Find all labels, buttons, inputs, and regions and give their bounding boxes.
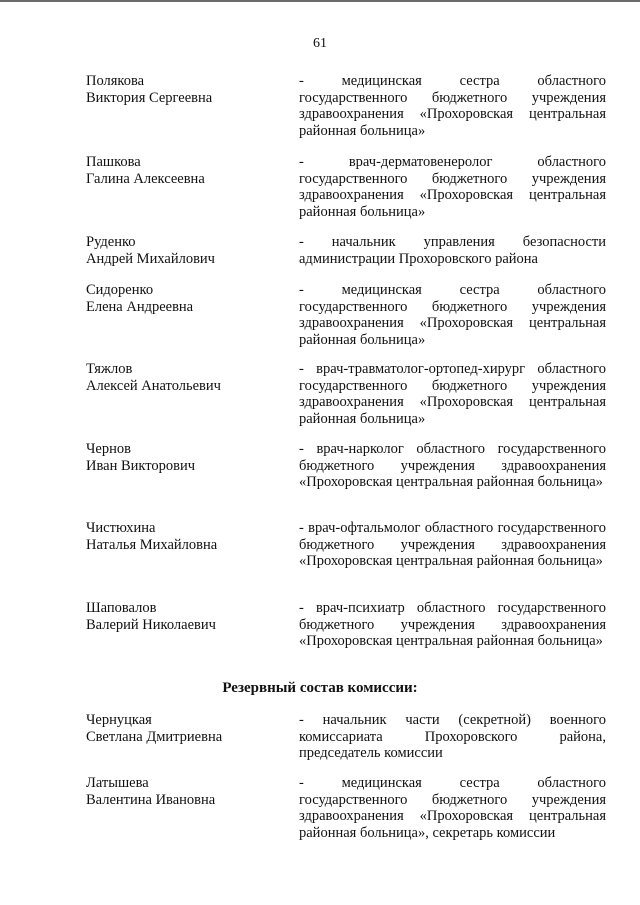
member-surname: Сидоренко <box>86 282 154 298</box>
member-role: - врач-офтальмолог областного государственного бюджетного учреждения здравоохранения «Прохоровская центральная районная больница» <box>299 520 606 569</box>
reserve-section-title: Резервный состав комиссии: <box>222 680 418 696</box>
member-name <box>86 361 286 394</box>
member-surname: Чистюхина <box>86 520 156 536</box>
page-number: 61 <box>313 36 327 51</box>
member-given-names: Алексей Анатольевич <box>86 377 221 394</box>
member-name <box>86 600 286 633</box>
member-surname: Тяжлов <box>86 361 133 377</box>
member-role: - начальник части (секретной) военного комиссариата Прохоровского района, председатель комиссии <box>299 712 606 761</box>
member-surname: Руденко <box>86 234 136 250</box>
member-given-names: Виктория Сергеевна <box>86 89 213 106</box>
member-role: - начальник управления безопасности администрации Прохоровского района <box>299 234 606 267</box>
member-surname: Пашкова <box>86 154 141 170</box>
member-name <box>86 282 286 315</box>
member-given-names: Светлана Дмитриевна <box>86 728 223 745</box>
member-name <box>86 441 286 474</box>
member-given-names: Валентина Ивановна <box>86 791 216 808</box>
member-role: - врач-психиатр областного государственного бюджетного учреждения здравоохранения «Прохоровская центральная районная больница» <box>299 600 606 649</box>
member-given-names: Валерий Николаевич <box>86 616 216 633</box>
member-role: - медицинская сестра областного государственного бюджетного учреждения здравоохранения «Прохоровская центральная районная больница» <box>299 73 606 139</box>
member-surname: Чернов <box>86 441 131 457</box>
member-name <box>86 234 286 267</box>
member-name <box>86 775 286 808</box>
member-name <box>86 73 286 106</box>
member-role: - врач-травматолог-ортопед-хирург областного государственного бюджетного учреждения здравоохранения «Прохоровская центральная районная больница» <box>299 361 606 427</box>
member-given-names: Галина Алексеевна <box>86 170 205 187</box>
member-surname: Чернуцкая <box>86 712 152 728</box>
member-role: - медицинская сестра областного государственного бюджетного учреждения здравоохранения «Прохоровская центральная районная больница», секретарь комиссии <box>299 775 606 841</box>
member-role: - медицинская сестра областного государственного бюджетного учреждения здравоохранения «Прохоровская центральная районная больница» <box>299 282 606 348</box>
member-name <box>86 712 286 745</box>
member-name <box>86 520 286 553</box>
top-border <box>0 0 640 2</box>
member-role: - врач-нарколог областного государственного бюджетного учреждения здравоохранения «Прохоровская центральная районная больница» <box>299 441 606 490</box>
member-surname: Полякова <box>86 73 145 89</box>
member-name <box>86 154 286 187</box>
member-surname: Шаповалов <box>86 600 157 616</box>
member-given-names: Елена Андреевна <box>86 298 194 315</box>
member-given-names: Наталья Михайловна <box>86 536 218 553</box>
member-given-names: Андрей Михайлович <box>86 250 215 267</box>
member-role: - врач-дерматовенеролог областного государственного бюджетного учреждения здравоохранения «Прохоровская центральная районная больница» <box>299 154 606 220</box>
member-surname: Латышева <box>86 775 149 791</box>
member-given-names: Иван Викторович <box>86 457 196 474</box>
